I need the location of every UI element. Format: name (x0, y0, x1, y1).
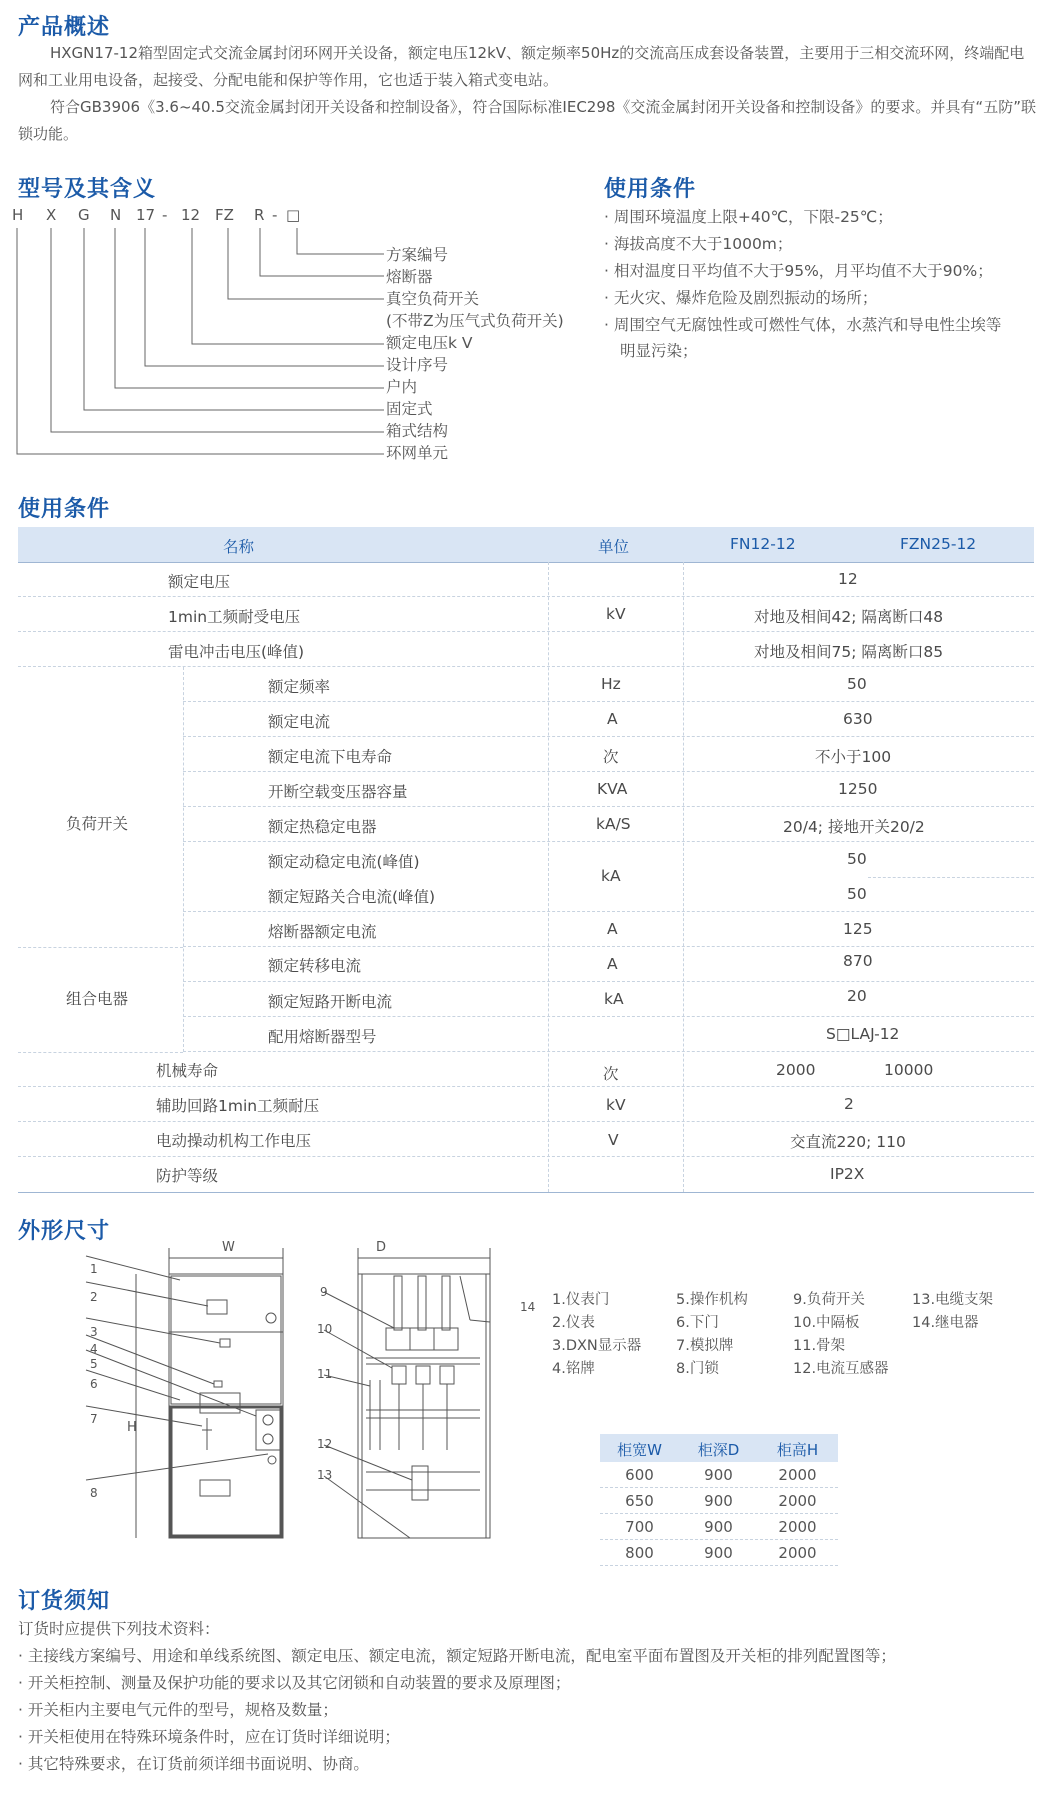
model-label-8: 固定式 (386, 400, 433, 418)
ordering-item: · 主接线方案编号、用途和单线系统图、额定电压、额定电流，额定短路开断电流，配电室平面布置图及开关柜的排列配置图等； (18, 1647, 896, 1665)
condition-item: · 周围空气无腐蚀性或可燃性气体，水蒸汽和导电性尘埃等 (604, 316, 1002, 334)
model-label-9: 箱式结构 (386, 422, 449, 440)
overview-paragraph-1: HXGN17-12箱型固定式交流金属封闭环网开关设备，额定电压12kV、额定频率50Hz的交流高压成套设备装置，主要用于三相交流环网，终端配电网和工业用电设备，起接受、分配电能和保护等作用，它也适于装入箱式变电站。 (18, 44, 1025, 89)
callout-10: 10 (317, 1322, 333, 1336)
code-fz: FZ (215, 206, 234, 224)
model-label-1: 方案编号 (386, 246, 449, 264)
table-row: 电动操动机构工作电压 V 交直流220; 110 (18, 1122, 1034, 1157)
table-row: 额定转移电流 A 870 (183, 947, 1034, 982)
legend-item: 4.铭牌 (552, 1361, 595, 1377)
callout-4: 4 (90, 1342, 98, 1356)
model-label-2: 熔断器 (386, 268, 433, 286)
legend-item: 7.模拟牌 (676, 1338, 734, 1354)
dimension-table (600, 1434, 838, 1566)
table-row: 额定电流下电寿命 次 不小于100 (183, 737, 1034, 772)
dimensions-title: 外形尺寸 (18, 1219, 111, 1244)
model-label-4: (不带Z为压气式负荷开关) (386, 312, 564, 330)
code-x: X (46, 206, 57, 224)
table-row: 熔断器额定电流 A 125 (183, 912, 1034, 947)
model-label-10: 环网单元 (386, 444, 449, 462)
callout-14: 14 (520, 1300, 536, 1314)
model-label-3: 真空负荷开关 (386, 290, 480, 308)
legend-item: 13.电缆支架 (912, 1292, 994, 1308)
table-row: 额定频率 Hz 50 (183, 667, 1034, 702)
header-name: 名称 (223, 538, 255, 556)
header-unit: 单位 (598, 538, 630, 556)
code-n: N (110, 206, 122, 224)
table-row: 额定电流 A 630 (183, 702, 1034, 737)
header-fzn25: FZN25-12 (900, 535, 977, 553)
model-title: 型号及其含义 (18, 177, 157, 202)
code-dash-1: - (162, 206, 168, 224)
callout-9: 9 (320, 1285, 328, 1299)
side-view-drawing (310, 1240, 540, 1542)
callout-7: 7 (90, 1412, 98, 1426)
dimension-row: 700 900 2000 (600, 1514, 838, 1540)
table-row: 开断空载变压器容量 KVA 1250 (183, 772, 1034, 807)
callout-8: 8 (90, 1486, 98, 1500)
condition-item: · 无火灾、爆炸危险及剧烈振动的场所； (604, 289, 878, 307)
model-label-5: 额定电压k V (386, 334, 473, 352)
header-fn12: FN12-12 (730, 535, 796, 553)
overview-title: 产品概述 (18, 15, 111, 40)
code-12: 12 (181, 206, 201, 224)
params-title: 使用条件 (18, 497, 111, 522)
legend-item: 2.仪表 (552, 1315, 595, 1331)
params-table-header (18, 527, 1034, 562)
legend-item: 8.门锁 (676, 1361, 719, 1377)
table-row: 1min工频耐受电压 kV 对地及相间42; 隔离断口48 (18, 597, 1034, 632)
table-row: 额定短路关合电流(峰值) 50 (183, 877, 1034, 912)
legend-item: 6.下门 (676, 1315, 719, 1331)
ordering-item: · 其它特殊要求，在订货前须详细书面说明、协商。 (18, 1755, 369, 1773)
legend-item: 5.操作机构 (676, 1292, 748, 1308)
callout-3: 3 (90, 1325, 98, 1339)
legend-item: 9.负荷开关 (793, 1292, 865, 1308)
table-row: 额定动稳定电流(峰值) kA 50 (268, 850, 867, 885)
conditions-title: 使用条件 (604, 177, 697, 202)
ordering-intro: 订货时应提供下列技术资料： (18, 1620, 220, 1638)
table-row: 机械寿命 次 2000 10000 (18, 1052, 1034, 1087)
front-view-drawing (80, 1240, 296, 1542)
legend-item: 10.中隔板 (793, 1315, 860, 1331)
dimension-row: 800 900 2000 (600, 1540, 838, 1566)
legend-item: 1.仪表门 (552, 1292, 610, 1308)
table-row: 防护等级 IP2X (156, 1165, 865, 1185)
model-label-7: 户内 (386, 378, 418, 396)
group-load-switch: 负荷开关 (66, 815, 129, 833)
code-h: H (12, 206, 24, 224)
ordering-item: · 开关柜使用在特殊环境条件时，应在订货时详细说明； (18, 1728, 400, 1746)
legend-item: 12.电流互感器 (793, 1361, 889, 1377)
dimension-table-header: 柜宽W 柜深D 柜高H (600, 1434, 838, 1462)
table-row: 辅助回路1min工频耐压 kV 2 (18, 1087, 1034, 1122)
ordering-title: 订货须知 (18, 1589, 111, 1614)
legend-item: 3.DXN显示器 (552, 1338, 642, 1354)
code-r: R (254, 206, 265, 224)
table-row: 额定短路开断电流 kA 20 (183, 982, 1034, 1017)
group-combination: 组合电器 (66, 990, 129, 1008)
callout-6: 6 (90, 1377, 98, 1391)
code-dash-2: - (272, 206, 278, 224)
legend-item: 14.继电器 (912, 1315, 979, 1331)
condition-item-continued: 明显污染； (620, 342, 698, 360)
ordering-item: · 开关柜控制、测量及保护功能的要求以及其它闭锁和自动装置的要求及原理图； (18, 1674, 571, 1692)
dim-w-label: W (222, 1240, 235, 1255)
table-row: 配用熔断器型号 S□LAJ-12 (183, 1017, 1034, 1052)
callout-5: 5 (90, 1357, 98, 1371)
callout-2: 2 (90, 1290, 98, 1304)
condition-item: · 相对温度日平均值不大于95%，月平均值不大于90%； (604, 262, 993, 280)
callout-11: 11 (317, 1367, 333, 1381)
callout-12: 12 (317, 1437, 333, 1451)
table-row: 雷电冲击电压(峰值) 对地及相间75; 隔离断口85 (18, 632, 1034, 667)
dim-d-label: D (376, 1240, 387, 1255)
code-box: □ (286, 206, 301, 224)
model-tree-lines (0, 224, 390, 464)
dim-h-label: H (127, 1420, 137, 1435)
ordering-item: · 开关柜内主要电气元件的型号，规格及数量； (18, 1701, 338, 1719)
dimension-row: 600 900 2000 (600, 1462, 838, 1488)
overview-paragraph-2: 符合GB3906《3.6~40.5交流金属封闭开关设备和控制设备》，符合国际标准IEC298《交流金属封闭开关设备和控制设备》的要求。并具有“五防”联锁功能。 (18, 98, 1036, 143)
params-table (18, 527, 1034, 1192)
code-g: G (78, 206, 90, 224)
callout-1: 1 (90, 1262, 98, 1276)
code-17: 17 (136, 206, 156, 224)
condition-item: · 海拔高度不大于1000m； (604, 235, 793, 253)
callout-13: 13 (317, 1468, 333, 1482)
table-row: 额定电压 12 (18, 562, 1034, 597)
condition-item: · 周围环境温度上限+40℃，下限-25℃； (604, 208, 893, 226)
dimension-row: 650 900 2000 (600, 1488, 838, 1514)
legend-item: 11.骨架 (793, 1338, 846, 1354)
table-row: 额定热稳定电器 kA/S 20/4; 接地开关20/2 (183, 807, 1034, 842)
model-label-6: 设计序号 (386, 356, 449, 374)
